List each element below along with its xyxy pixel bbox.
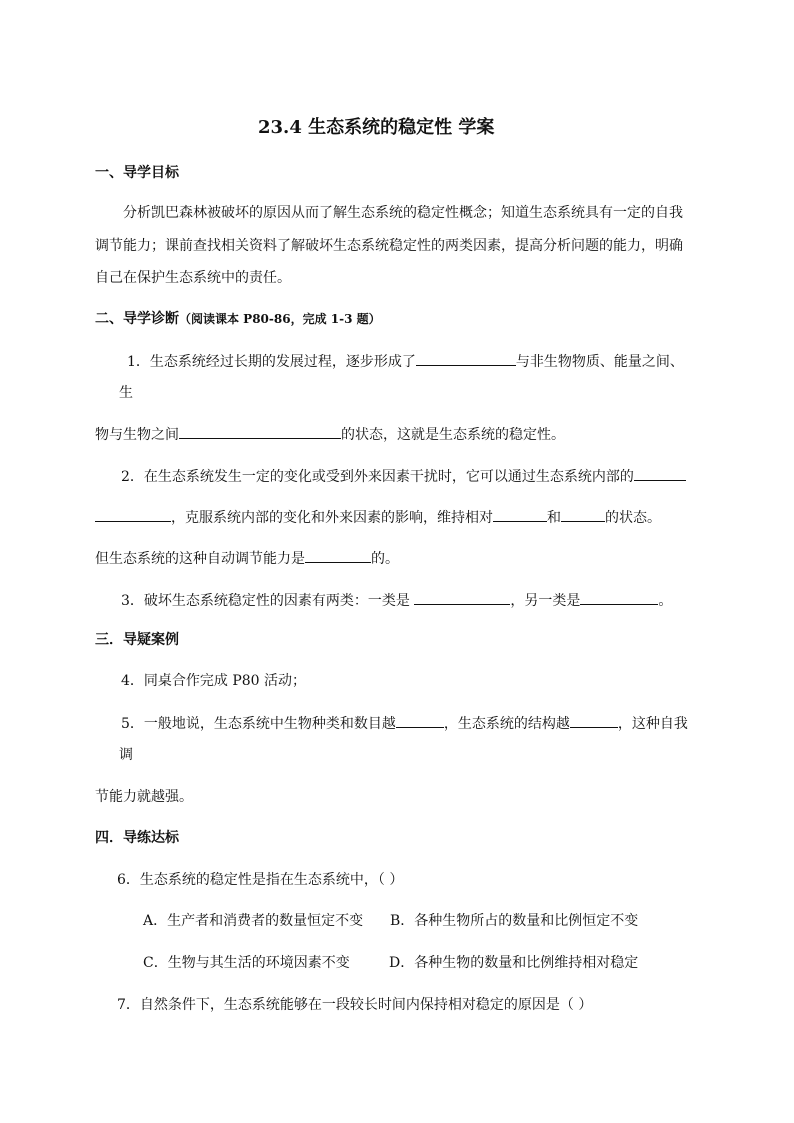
q5-text-c: ，这种自我 [617, 716, 688, 732]
q3-blank-2[interactable] [580, 590, 658, 605]
q1-text-a: 1．生态系统经过长期的发展过程，逐步形成了 [127, 354, 416, 370]
question-2-line-3 [95, 548, 399, 569]
section-heading-text: 二、导学诊断 [95, 311, 179, 327]
question-6: 6．生态系统的稳定性是指在生态系统中，（ ） [117, 872, 404, 888]
question-2-line-1 [121, 466, 686, 487]
q3-text-a: 3．破坏生态系统稳定性的因素有两类：一类是 [121, 593, 410, 609]
q1-blank-1[interactable] [416, 351, 516, 366]
q5-blank-2[interactable] [570, 713, 618, 728]
q2-blank-3[interactable] [561, 507, 605, 522]
section-heading-objectives: 一、导学目标 [95, 165, 179, 181]
objectives-line-3: 自己在保护生态系统中的责任。 [95, 270, 291, 286]
question-1-line-1 [127, 351, 684, 372]
question-3 [121, 590, 672, 611]
question-7: 7．自然条件下，生态系统能够在一段较长时间内保持相对稳定的原因是（ ） [117, 997, 593, 1013]
q6-option-c[interactable]: C．生物与其生活的环境因素不变 [143, 955, 350, 971]
q2-text-d: 的状态。 [605, 510, 661, 526]
q2-blank-1b[interactable] [95, 507, 171, 522]
q2-blank-2[interactable] [493, 507, 547, 522]
q5-text-a: 5．一般地说，生态系统中生物种类和数目越 [121, 716, 396, 732]
q2-text-c: 和 [547, 510, 561, 526]
q1-text-b: 与非生物物质、能量之间、 [515, 354, 684, 370]
question-5-line-1 [121, 713, 688, 734]
question-4: 4．同桌合作完成 P80 活动； [121, 673, 307, 689]
q2-blank-4[interactable] [305, 548, 371, 563]
page-title: 23.4 生态系统的稳定性 学案 [258, 117, 495, 138]
section-heading-practice: 四．导练达标 [95, 830, 179, 846]
q5-text-b: ，生态系统的结构越 [443, 716, 570, 732]
q1-wrap: 生 [119, 385, 133, 401]
objectives-line-1: 分析凯巴森林被破坏的原因从而了解生态系统的稳定性概念；知道生态系统具有一定的自我 [123, 205, 683, 221]
q2-blank-1a[interactable] [634, 466, 686, 481]
question-5-line-2: 节能力就越强。 [95, 789, 193, 805]
q6-option-a[interactable]: A．生产者和消费者的数量恒定不变 [143, 913, 364, 929]
q6-option-d[interactable]: D．各种生物的数量和比例维持相对稳定 [389, 955, 639, 971]
section-heading-diagnosis [95, 309, 381, 329]
section-heading-note: （阅读课本 P80-86，完成 1-3 题） [179, 312, 381, 326]
q1-text-e: 的状态，这就是生态系统的稳定性。 [341, 427, 565, 443]
q2-text-e: 但生态系统的这种自动调节能力是 [95, 551, 305, 567]
q2-text-a: 2．在生态系统发生一定的变化或受到外来因素干扰时，它可以通过生态系统内部的 [121, 469, 634, 485]
q3-blank-1[interactable] [414, 590, 510, 605]
question-1-line-2 [95, 424, 565, 445]
q5-wrap: 调 [119, 747, 133, 763]
question-2-line-2 [95, 507, 661, 528]
q1-blank-2[interactable] [179, 424, 341, 439]
q5-blank-1[interactable] [396, 713, 444, 728]
section-heading-cases: 三．导疑案例 [95, 632, 179, 648]
q2-text-b: ，克服系统内部的变化和外来因素的影响，维持相对 [171, 510, 493, 526]
q2-text-f: 的。 [371, 551, 399, 567]
q3-text-c: 。 [658, 593, 673, 609]
q6-option-b[interactable]: B．各种生物所占的数量和比例恒定不变 [390, 913, 639, 929]
q3-text-b: ，另一类是 [510, 593, 581, 609]
objectives-line-2: 调节能力；课前查找相关资料了解破坏生态系统稳定性的两类因素，提高分析问题的能力，明确 [95, 238, 683, 254]
q1-text-d: 物与生物之间 [95, 427, 179, 443]
